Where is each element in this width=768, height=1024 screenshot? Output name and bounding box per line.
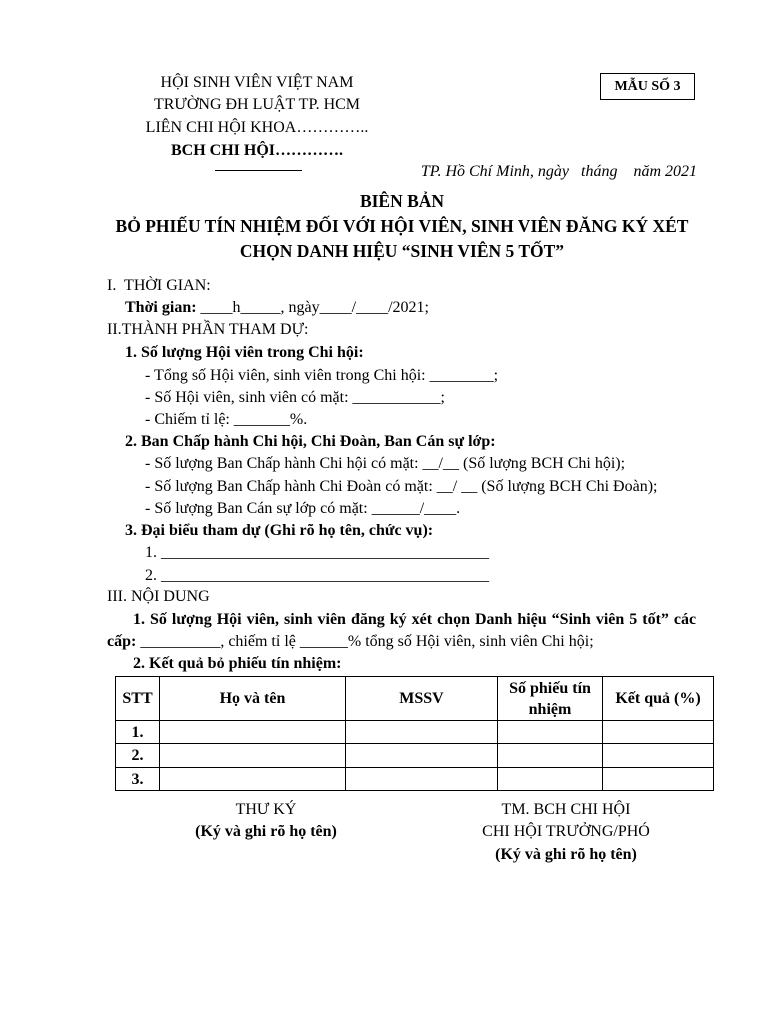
header-underline <box>215 170 302 171</box>
school-name: TRƯỜNG ĐH LUẬT TP. HCM <box>153 96 361 113</box>
document-title: BIÊN BẢN <box>359 191 445 211</box>
name-cell <box>160 744 346 768</box>
column-header-stt: STT <box>116 677 160 721</box>
row-number: 3. <box>116 768 160 791</box>
row-number: 2. <box>116 744 160 768</box>
section-attendance-heading: II.THÀNH PHẦN THAM DỰ: <box>107 321 309 338</box>
members-item: - Tổng số Hội viên, sinh viên trong Chi hội: ________; <box>145 367 499 384</box>
column-header-name: Họ và tên <box>160 677 346 721</box>
committee-item: - Số lượng Ban Chấp hành Chi hội có mặt: __/__ (Số lượng BCH Chi hội); <box>145 455 626 472</box>
chair-sign-note: (Ký và ghi rõ họ tên) <box>495 846 637 863</box>
members-heading: 1. Số lượng Hội viên trong Chi hội: <box>125 344 364 361</box>
org-name: HỘI SINH VIÊN VIỆT NAM <box>160 74 354 91</box>
result-cell <box>603 744 714 768</box>
place-date: TP. Hồ Chí Minh, ngày tháng năm 2021 <box>420 163 697 180</box>
student-id-cell <box>346 721 498 744</box>
registration-level-value: __________, chiếm tỉ lệ ______% tổng số Hội viên, sinh viên Chi hội; <box>136 633 594 650</box>
delegates-heading: 3. Đại biểu tham dự (Ghi rõ họ tên, chức vụ): <box>125 522 434 539</box>
student-id-cell <box>346 768 498 791</box>
members-item: - Số Hội viên, sinh viên có mặt: ___________; <box>145 389 445 406</box>
chair-title-line1: TM. BCH CHI HỘI <box>501 801 631 818</box>
row-number: 1. <box>116 721 160 744</box>
delegate-line: 2. _________________________________________ <box>145 567 489 584</box>
section-time-heading: I. THỜI GIAN: <box>107 277 211 294</box>
delegate-line: 1. _________________________________________ <box>145 544 489 561</box>
name-cell <box>160 768 346 791</box>
table-row <box>116 721 714 744</box>
student-id-cell <box>346 744 498 768</box>
votes-cell <box>498 768 603 791</box>
chair-title-line2: CHI HỘI TRƯỞNG/PHÓ <box>482 823 650 840</box>
secretary-sign-note: (Ký và ghi rõ họ tên) <box>195 823 337 840</box>
committee-item: - Số lượng Ban Chấp hành Chi Đoàn có mặt: __/ __ (Số lượng BCH Chi Đoàn); <box>145 478 658 495</box>
secretary-title: THƯ KÝ <box>235 801 297 818</box>
table-row <box>116 744 714 768</box>
time-label: Thời gian: <box>125 299 197 316</box>
branch-name: BCH CHI HỘI…………. <box>170 142 343 159</box>
table-row <box>116 768 714 791</box>
registration-level-line <box>107 632 594 652</box>
faculty-name: LIÊN CHI HỘI KHOA………….. <box>145 119 369 136</box>
time-line <box>125 298 429 318</box>
table-header-row <box>116 677 714 721</box>
document-subtitle-line1: BỎ PHIẾU TÍN NHIỆM ĐỐI VỚI HỘI VIÊN, SINH VIÊN ĐĂNG KÝ XÉT <box>115 216 689 236</box>
votes-cell <box>498 744 603 768</box>
registration-level-label: cấp: <box>107 633 137 650</box>
committee-item: - Số lượng Ban Cán sự lớp có mặt: ______/____. <box>145 500 461 517</box>
form-code-box <box>600 73 695 100</box>
name-cell <box>160 721 346 744</box>
form-code: MẪU SỐ 3 <box>614 78 681 94</box>
committee-heading: 2. Ban Chấp hành Chi hội, Chi Đoàn, Ban Cán sự lớp: <box>125 433 496 450</box>
column-header-student-id: MSSV <box>346 677 498 721</box>
result-cell <box>603 768 714 791</box>
votes-cell <box>498 721 603 744</box>
vote-results-table <box>115 676 714 791</box>
result-cell <box>603 721 714 744</box>
column-header-votes: Số phiếu tín nhiệm <box>498 677 603 721</box>
members-item: - Chiếm tỉ lệ: _______%. <box>145 411 308 428</box>
section-content-heading: III. NỘI DUNG <box>107 588 210 605</box>
time-value: ____h_____, ngày____/____/2021; <box>196 299 429 316</box>
column-header-result: Kết quả (%) <box>603 677 714 721</box>
registration-count-line: 1. Số lượng Hội viên, sinh viên đăng ký xét chọn Danh hiệu “Sinh viên 5 tốt” các <box>133 611 697 628</box>
document-subtitle-line2: CHỌN DANH HIỆU “SINH VIÊN 5 TỐT” <box>239 241 565 261</box>
vote-results-heading: 2. Kết quả bỏ phiếu tín nhiệm: <box>133 655 342 672</box>
